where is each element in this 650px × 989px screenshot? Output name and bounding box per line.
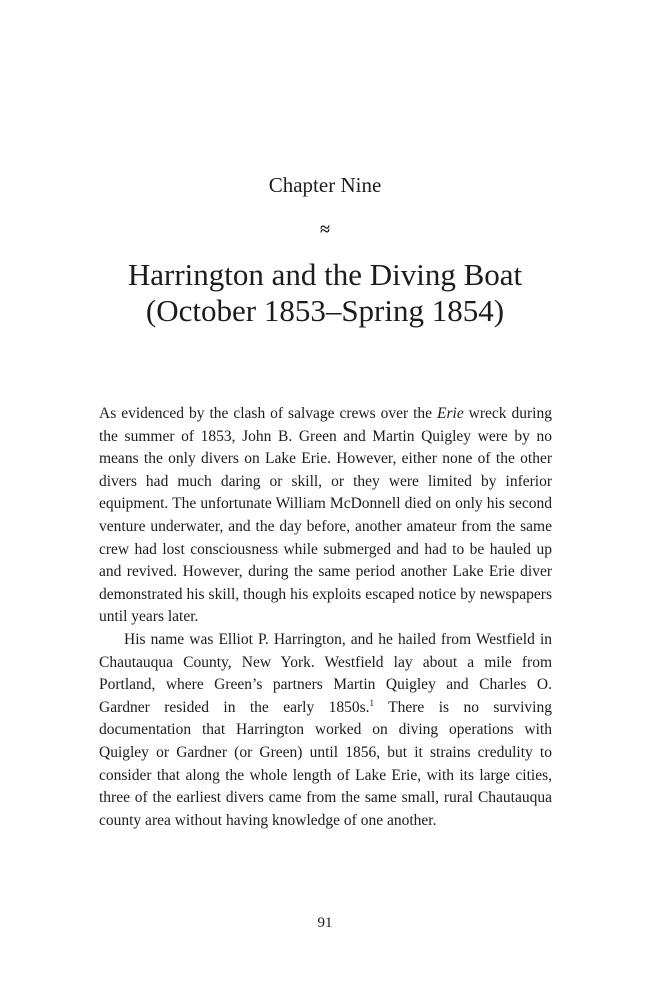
ship-name-erie: Erie xyxy=(437,405,464,422)
chapter-label: Chapter Nine xyxy=(268,173,382,197)
chapter-title-line-1: Harrington and the Diving Boat xyxy=(127,257,523,292)
body-text xyxy=(99,403,552,832)
page-number: 91 xyxy=(317,915,333,931)
paragraph-1-text-start: As evidenced by the clash of salvage crews over the xyxy=(99,405,438,422)
paragraph-1 xyxy=(99,403,552,629)
paragraph-1-text-end: wreck during the summer of 1853, John B. Green and Martin Quigley were by no means the only divers on Lake Erie. However, either none of the other divers had much daring or skill, or they were limited by inferior equipment. The unfortunate William McDonnell died on only his second venture underwater, and the day before, another amateur from the same crew had lost consciousness while submerged and had to be hauled up and revived. However, during the same period another Lake Erie diver demonstrated his skill, though his exploits escaped notice by newspapers until years later. xyxy=(99,405,552,626)
chapter-ornament: ≈ xyxy=(320,219,330,239)
chapter-title-line-2: (October 1853–Spring 1854) xyxy=(145,293,505,328)
paragraph-2 xyxy=(99,629,552,832)
footnote-reference[interactable]: 1 xyxy=(369,697,375,708)
chapter-title xyxy=(0,257,650,329)
paragraph-2-text-end: There is no surviving documentation that Harrington worked on diving operations with Quigley or Gardner (or Green) until 1856, but it strains credulity to consider that along the whole length of Lake Erie, with its large cities, three of the earliest divers came from the same small, rural Chautauqua county area without having knowledge of one another. xyxy=(99,698,552,829)
paragraph-2-text-start: His name was Elliot P. Harrington, and he hailed from Westfield in Chautauqua County, New York. Westfield lay about a mile from Portland, where Green’s partners Martin Quigley and Charles O. Gardner resided in the early 1850s. xyxy=(99,630,552,716)
